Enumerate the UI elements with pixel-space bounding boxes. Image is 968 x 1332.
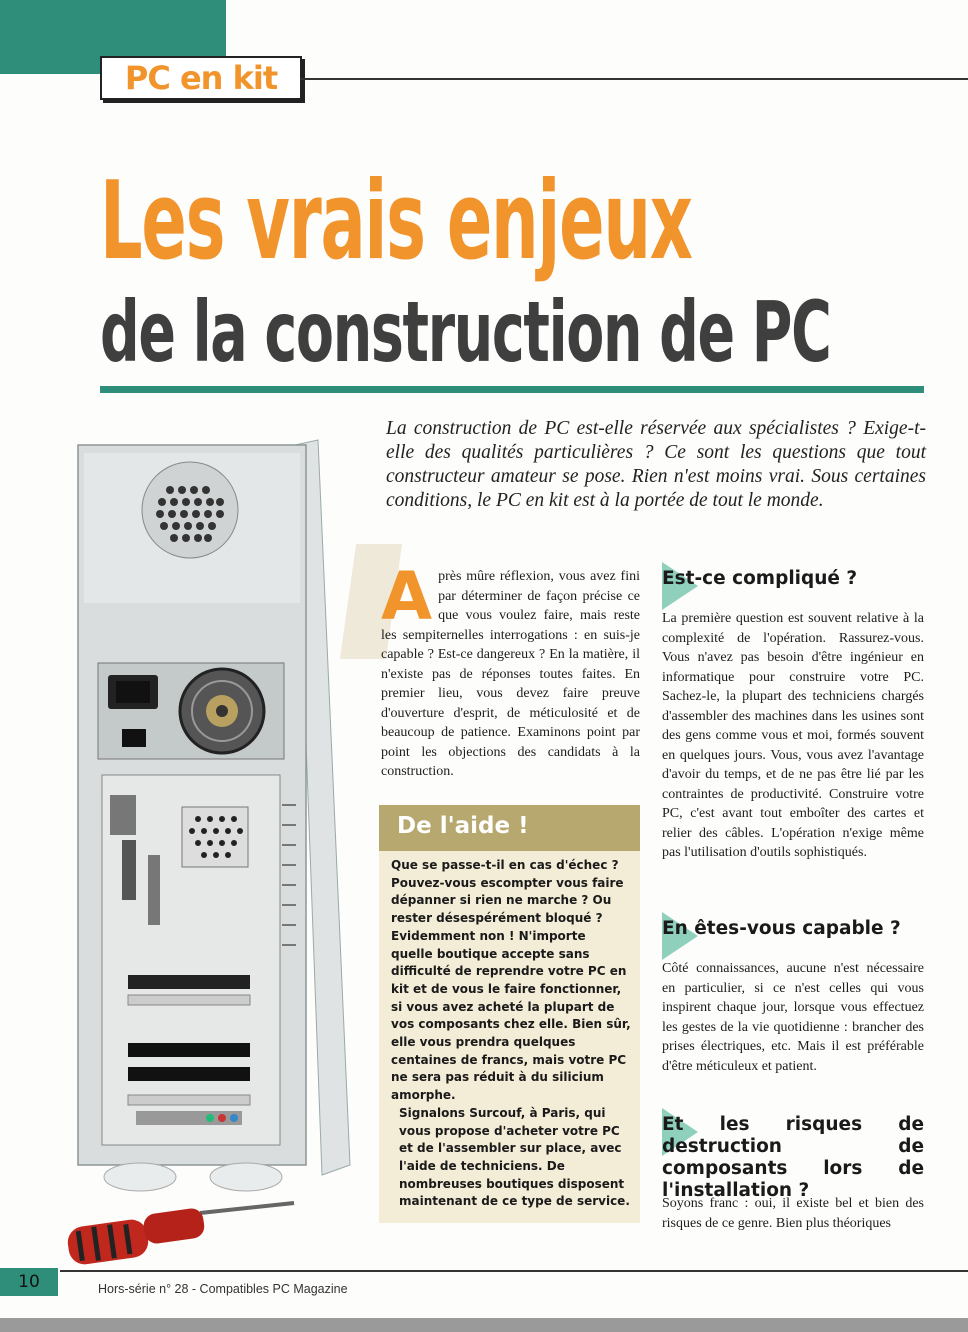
page-number: 10	[18, 1272, 40, 1292]
dropcap-letter: A	[381, 558, 433, 635]
help-box-body	[391, 857, 631, 1211]
paragraph-risques: Soyons franc : oui, il existe bel et bien des risques de ce genre. Bien plus théoriques	[662, 1196, 924, 1231]
page-number-block	[0, 1268, 58, 1296]
paragraph-capable: Côté connaissances, aucune n'est nécessaire en particulier, si ce n'est celles qui vous inspirent chaque jour, lorsque vous effectuez les gestes de la vie quotidienne : brancher des prises électriques, etc. Mais il est préférable d'être méticuleux et patient.	[662, 961, 924, 1074]
title-rule	[100, 386, 924, 393]
article-title-line1: Les vrais enjeux	[100, 159, 692, 284]
subheading-risques: Et les risques de destruction de composants lors de l'installation ?	[662, 1114, 924, 1202]
rubric-label: PC en kit	[124, 59, 278, 97]
article-column-1	[381, 558, 640, 782]
article-intro: La construction de PC est-elle réservée aux spécialistes ? Exige-t-elle des qualités particulières ? Ce sont les questions que tout constructeur amateur se pose. Rien n'est moins vrai. Sous certaines conditions, le PC en kit est à la portée de tout le monde.	[386, 418, 926, 511]
subheading-capable: En êtes-vous capable ?	[662, 918, 924, 940]
help-box-title: De l'aide !	[397, 813, 529, 839]
header-rule	[300, 78, 968, 80]
subheading-complique: Est-ce compliqué ?	[662, 568, 924, 590]
column-1-text: près mûre réflexion, vous avez fini par déterminer de façon précise ce que vous voulez faire, mais reste les sempiternelles interrogations : en suis-je capable ? Est-ce dangereux ? En la matière, il n'existe pas de réponses toutes faites. En premier lieu, vous devez faire preuve d'ouverture d'esprit, de méticulosité et de beaucoup de patience. Examinons point par point les objections des candidats à la construction.	[381, 569, 640, 779]
footer-rule	[60, 1270, 968, 1272]
help-box-paragraph-1: Que se passe-t-il en cas d'échec ? Pouvez-vous escompter vous faire dépanner si rien ne marche ? Ou rester désespérément bloqué ? Evidemment non ! N'importe quelle boutique accepte sans difficulté de reprendre votre PC en kit et de vous le faire fonctionner, si vous avez acheté la plupart de vos composants chez elle. Bien sûr, elle vous prendra quelques centaines de francs, mais votre PC ne sera pas réduit à du silicium amorphe.	[391, 858, 631, 1103]
help-box-header	[379, 805, 640, 851]
scan-bottom-band	[0, 1318, 968, 1332]
paragraph-complique: La première question est souvent relative à la complexité de l'opération. Rassurez-vous. Vous n'avez pas besoin d'être ingénieur en informatique pour construire votre PC. Sachez-le, la plupart des techniciens chargés d'assembler des machines dans les usines sont des gens comme vous et moi, formés souvent en quelques jours. Vous, vous avez l'avantage d'avoir du temps, et de ne pas être lié par les contraintes de productivité. Construire votre PC, c'est avant tout emboîter des cartes et relier des câbles. L'opération n'exige même pas l'utilisation d'outils sophistiqués.	[662, 611, 924, 860]
pc-tower-photo	[50, 435, 370, 1275]
section-rubric	[100, 56, 302, 100]
help-box-paragraph-2: Signalons Surcouf, à Paris, qui vous propose d'acheter votre PC et de l'assembler sur place, avec l'aide de techniciens. De nombreuses boutiques disposent maintenant de ce type de service.	[399, 1105, 630, 1209]
help-sidebar-box	[379, 805, 640, 1223]
article-title-line2: de la construction de PC	[100, 283, 831, 381]
footer-publication: Hors-série n° 28 - Compatibles PC Magazine	[98, 1282, 348, 1296]
